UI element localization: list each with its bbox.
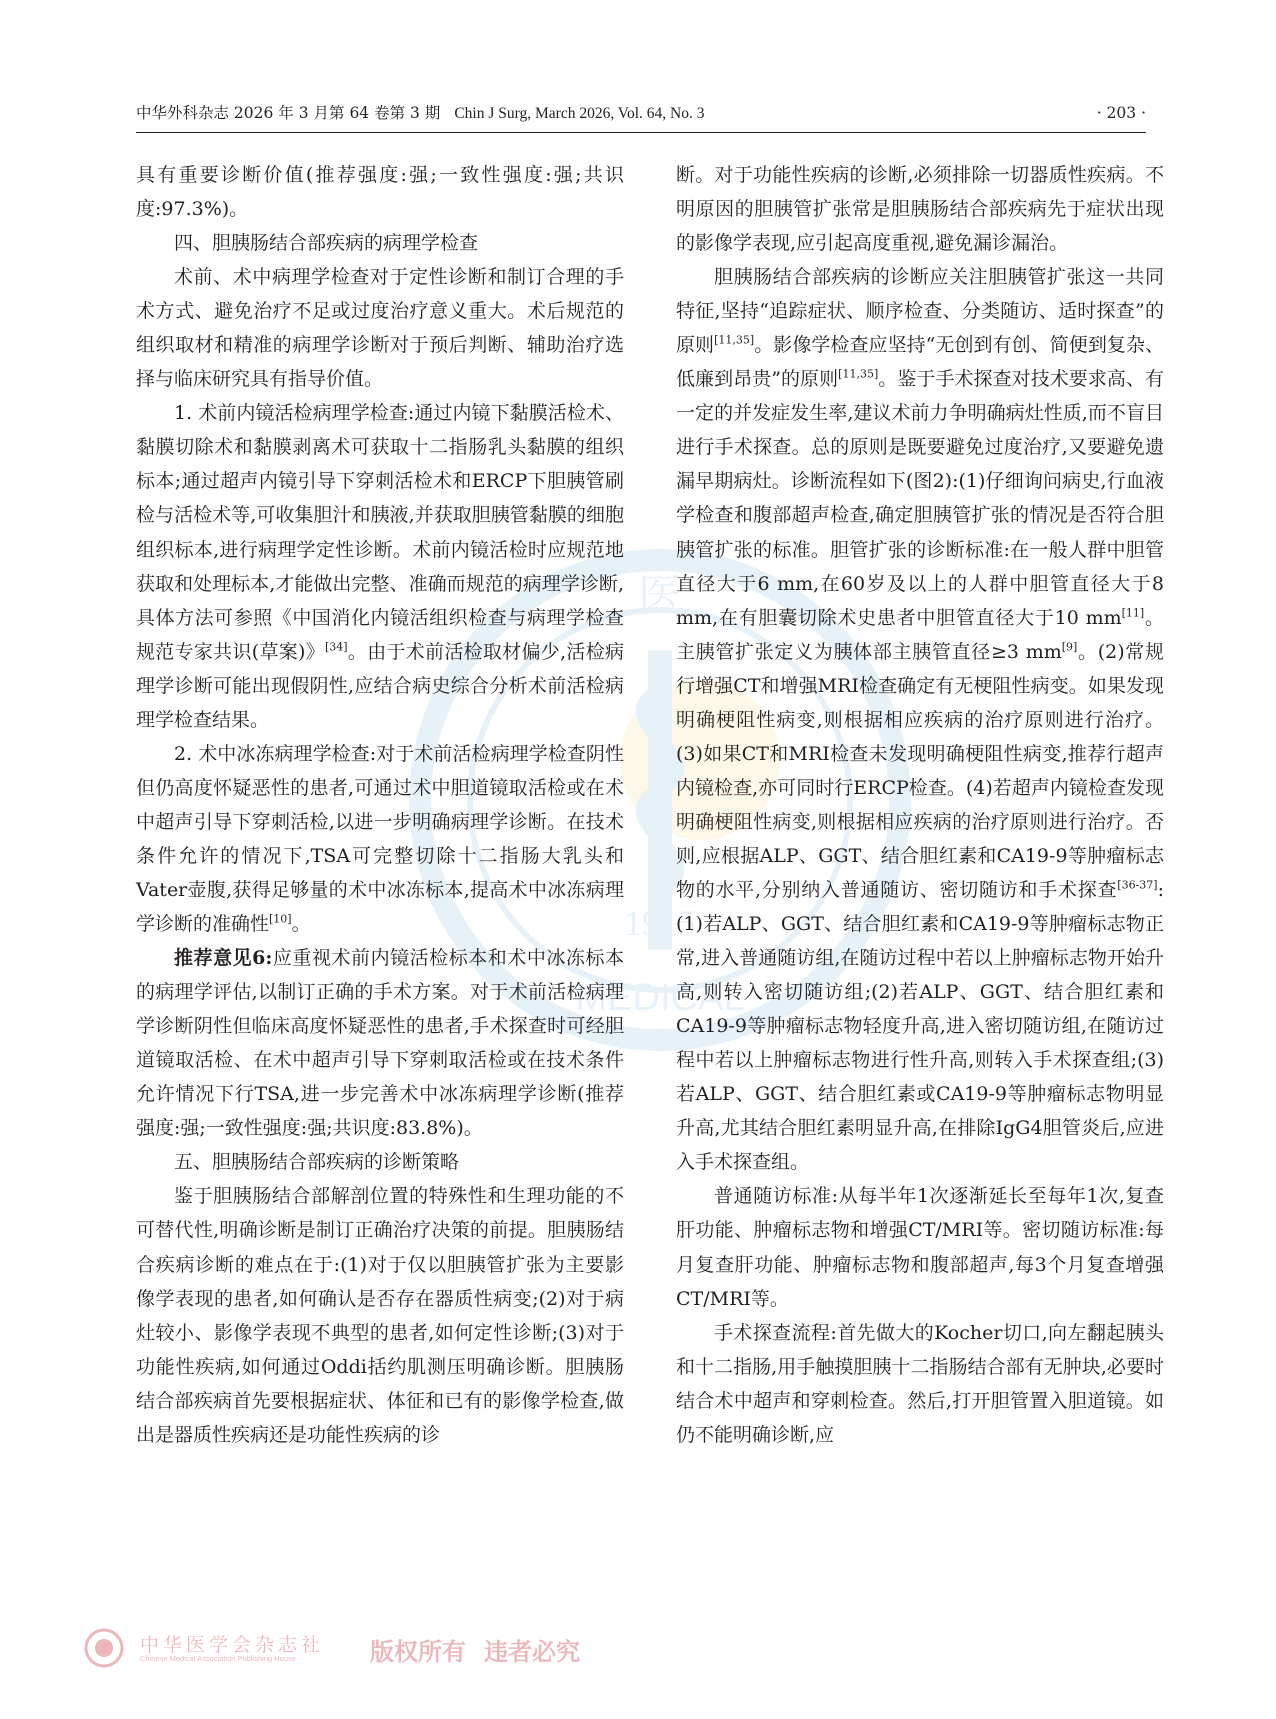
- section-heading: 五、胆胰肠结合部疾病的诊断策略: [174, 1151, 460, 1174]
- paragraph: [676, 260, 1164, 1179]
- right-column: [676, 158, 1164, 1452]
- citation-ref: [11,35]: [714, 333, 755, 347]
- paragraph: 手术探查流程:首先做大的Kocher切口,向左翻起胰头和十二指肠,用手触摸胆胰十二指肠结合部有无肿块,必要时结合术中超声和穿刺检查。然后,打开胆管置入胆道镜。如仍不能明确诊断,应: [676, 1321, 1164, 1446]
- paragraph: [136, 737, 624, 941]
- citation-ref: [10]: [269, 912, 292, 926]
- citation-ref: [11]: [1121, 606, 1145, 620]
- left-column: [136, 158, 624, 1452]
- paragraph: 断。对于功能性疾病的诊断,必须排除一切器质性疾病。不明原因的胆胰管扩张常是胆胰肠结合部疾病先于症状出现的影像学表现,应引起高度重视,避免漏诊漏治。: [676, 164, 1164, 255]
- recommendation-label: 推荐意见6:: [174, 947, 273, 970]
- paragraph: 术前、术中病理学检查对于定性诊断和制订合理的手术方式、避免治疗不足或过度治疗意义重大。术后规范的组织取材和精准的病理学诊断对于预后判断、辅助治疗选择与临床研究具有指导价值。: [136, 266, 624, 391]
- watermark-year: 1915: [624, 903, 696, 943]
- running-header: [136, 100, 1146, 126]
- paragraph-text: 。主胰管扩张定义为胰体部主胰管直径≥3 mm: [676, 606, 1164, 663]
- watermark-english: MEDICAL: [575, 977, 745, 1019]
- citation-ref: [36-37]: [1117, 878, 1158, 892]
- paragraph: 鉴于胆胰肠结合部解剖位置的特殊性和生理功能的不可替代性,明确诊断是制订正确治疗决策的前提。胆胰肠结合疾病诊断的难点在于:(1)对于仅以胆胰管扩张为主要影像学表现的患者,如何确认是否存在器质性病变;(2)对于病灶较小、影像学表现不典型的患者,如何定性诊断;(3)对于功能性疾病,如何通过Oddi括约肌测压明确诊断。胆胰肠结合部疾病首先要根据症状、体征和已有的影像学检查,做出是器质性疾病还是功能性疾病的诊: [136, 1185, 624, 1446]
- recommendation: [136, 941, 624, 1145]
- journal-name-cn: 中华外科杂志 2026 年 3 月第 64 卷第 3 期: [136, 104, 441, 122]
- header-rule: [136, 132, 1146, 133]
- paragraph-text: 。鉴于手术探查对技术要求高、有一定的并发症发生率,建议术前力争明确病灶性质,而不盲目进行手术探查。总的原则是既要避免过度治疗,又要避免遗漏早期病灶。诊断流程如下(图2):(1)仔细询问病史,行血液学检查和腹部超声检查,确定胆胰管扩张的情况是否符合胆胰管扩张的标准。胆管扩张的诊断标准:在一般人群中胆管直径大于6 mm,在60岁及以上的人群中胆管直径大于8 mm,在有胆囊切除术史患者中胆管直径大于10 mm: [676, 368, 1164, 629]
- slogan-part: 违者必究: [484, 1638, 580, 1666]
- paragraph: 普通随访标准:从每半年1次逐渐延长至每年1次,复查肝功能、肿瘤标志物和增强CT/MRI等。密切随访标准:每月复查肝功能、肿瘤标志物和腹部超声,每3个月复查增强CT/MRI等。: [676, 1185, 1164, 1310]
- paragraph-text: 。: [291, 913, 311, 936]
- paragraph-text: 。影像学检查应坚持“无创到有创、简便到复杂、低廉到昂贵”的原则: [676, 334, 1164, 391]
- publisher-name: 中华医学会杂志社: [140, 1634, 325, 1656]
- page-number: · 203 ·: [1096, 104, 1146, 122]
- citation-ref: [11,35]: [838, 367, 879, 381]
- paragraph: 具有重要诊断价值(推荐强度:强;一致性强度:强;共识度:97.3%)。: [136, 164, 624, 221]
- journal-name-en: Chin J Surg, March 2026, Vol. 64, No. 3: [454, 105, 705, 122]
- recommendation-text: 应重视术前内镜活检标本和术中冰冻标本的病理学评估,以制订正确的手术方案。对于术前活检病理学诊断阴性但临床高度怀疑恶性的患者,手术探查时可经胆道镜取活检、在术中超声引导下穿刺取活检或在技术条件允许情况下行TSA,进一步完善术中冰冻病理学诊断(推荐强度:强;一致性强度:强;共识度:83.8%)。: [136, 947, 624, 1140]
- publisher-name-en: Chinese Medical Association Publishing House: [140, 1654, 296, 1663]
- copyright-slogan: [370, 1632, 580, 1667]
- watermark-character: 医: [638, 570, 682, 621]
- paragraph: [136, 396, 624, 736]
- paragraph-text: 。由于术前活检取材偏少,活检病理学诊断可能出现假阴性,应结合病史综合分析术前活检病理学检查结果。: [136, 640, 624, 731]
- paragraph-text: 2. 术中冰冻病理学检查:对于术前活检病理学检查阴性但仍高度怀疑恶性的患者,可通过术中胆道镜取活检或在术中超声引导下穿刺活检,以进一步明确病理学诊断。在技术条件允许的情况下,TSA可完整切除十二指肠大乳头和Vater壶腹,获得足够量的术中冰冻标本,提高术中冰冻病理学诊断的准确性: [136, 742, 624, 936]
- citation-ref: [34]: [325, 640, 348, 654]
- paragraph-text: 胆胰肠结合部疾病的诊断应关注胆胰管扩张这一共同特征,坚持“追踪症状、顺序检查、分类随访、适时探查”的原则: [676, 266, 1164, 357]
- citation-ref: [9]: [1061, 640, 1078, 654]
- section-heading: 四、胆胰肠结合部疾病的病理学检查: [174, 232, 479, 255]
- slogan-part: 版权所有: [370, 1638, 466, 1666]
- paragraph-text: 1. 术前内镜活检病理学检查:通过内镜下黏膜活检术、黏膜切除术和黏膜剥离术可获取十二指肠乳头黏膜的组织标本;通过超声内镜引导下穿刺活检术和ERCP下胆胰管刷检与活检术等,可收集胆汁和胰液,并获取胆胰管黏膜的细胞组织标本,进行病理学定性诊断。术前内镜活检时应规范地获取和处理标本,才能做出完整、准确而规范的病理学诊断,具体方法可参照《中国消化内镜活组织检查与病理学检查规范专家共识(草案)》: [136, 402, 624, 663]
- paragraph-text: 。(2)常规行增强CT和增强MRI检查确定有无梗阻性病变。如果发现明确梗阻性病变,则根据相应疾病的治疗原则进行治疗。(3)如果CT和MRI检查未发现明确梗阻性病变,推荐行超声内镜检查,亦可同时行ERCP检查。(4)若超声内镜检查发现明确梗阻性病变,则根据相应疾病的治疗原则进行治疗。否则,应根据ALP、GGT、结合胆红素和CA19-9等肿瘤标志物的水平,分别纳入普通随访、密切随访和手术探查: [676, 640, 1164, 901]
- publisher-footer-watermark: [84, 1628, 604, 1668]
- publisher-seal-icon: [84, 1628, 124, 1668]
- journal-citation: [136, 100, 705, 127]
- paragraph-text: :(1)若ALP、GGT、结合胆红素和CA19-9等肿瘤标志物正常,进入普通随访组,在随访过程中若以上肿瘤标志物开始升高,则转入密切随访组;(2)若ALP、GGT、结合胆红素和CA19-9等肿瘤标志物轻度升高,进入密切随访组,在随访过程中若以上肿瘤标志物进行性升高,则转入手术探查组;(3)若ALP、GGT、结合胆红素或CA19-9等肿瘤标志物明显升高,尤其结合胆红素明显升高,在排除IgG4胆管炎后,应进入手术探查组。: [676, 878, 1164, 1174]
